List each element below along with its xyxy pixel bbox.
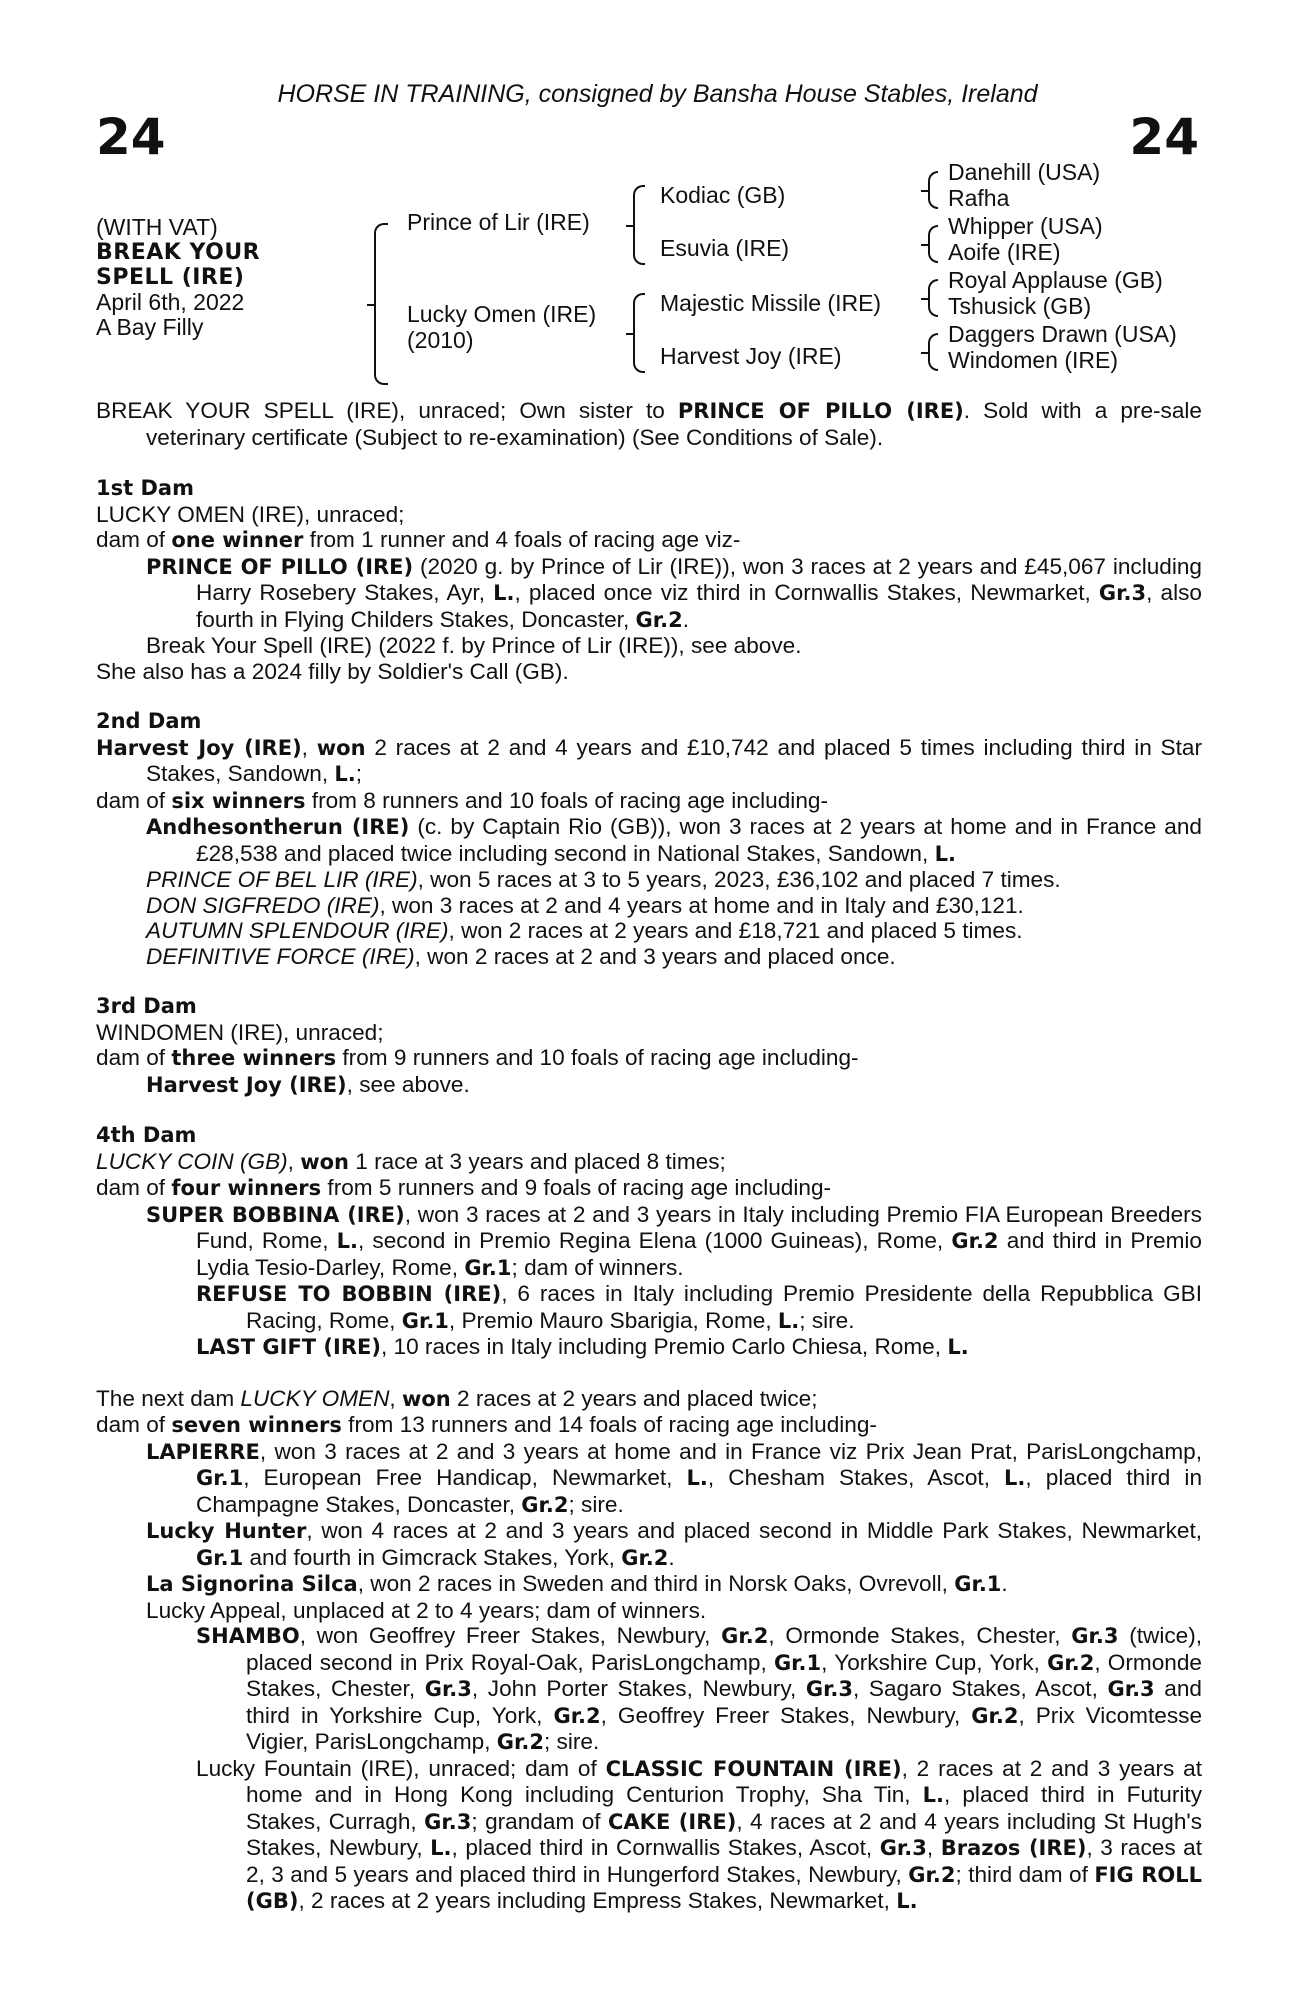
brace-dd	[928, 333, 938, 371]
text: , Prix Vicomtesse Vigier, ParisLongchamp,	[246, 1702, 1203, 1754]
grade: Gr.1	[196, 1466, 244, 1490]
text: dam of	[96, 1412, 172, 1437]
text: and fourth in Gimcrack Stakes, York,	[243, 1544, 622, 1570]
text: Lucky Fountain (IRE), unraced; dam of	[196, 1755, 606, 1781]
dd-sire: Daggers Drawn (USA)	[948, 321, 1177, 347]
text: , placed third in Cornwallis Stakes, Ascot,	[451, 1835, 880, 1860]
dam2-progeny-2	[96, 867, 1202, 893]
dam4-grandprogeny-2	[96, 1334, 1202, 1361]
dam3-line2	[96, 1045, 1202, 1072]
horse-name: LAPIERRE	[146, 1439, 260, 1464]
grade: L.	[896, 1889, 918, 1913]
text: ; dam of winners.	[511, 1254, 684, 1280]
horse-name: LAST GIFT (IRE)	[196, 1335, 381, 1359]
horse-name: PRINCE OF PILLO (IRE)	[146, 554, 414, 579]
dam3-progeny-1	[96, 1072, 1202, 1099]
section-1st-dam-heading: 1st Dam	[96, 476, 194, 500]
grade: Gr.3	[424, 1809, 472, 1834]
text: ;	[355, 761, 363, 786]
lot-number-left: 24	[96, 108, 166, 166]
grade: L.	[1004, 1466, 1026, 1490]
horse-name: DON SIGFREDO (IRE)	[146, 892, 380, 918]
lot-number-right: 24	[1129, 108, 1199, 166]
text: The next dam	[96, 1385, 241, 1411]
horse-name: REFUSE TO BOBBIN (IRE)	[196, 1282, 502, 1306]
text: .	[668, 1544, 675, 1570]
grade: Gr.3	[879, 1836, 927, 1860]
horse-name: PRINCE OF BEL LIR (IRE)	[146, 867, 418, 892]
date-of-birth: April 6th, 2022	[96, 289, 245, 315]
dam-year: (2010)	[407, 327, 474, 353]
intro-text-end: . Sold with a pre-sale veterinary certificate (Subject to re-examination) (See Conditions of Sale).	[146, 398, 1202, 450]
grade: L.	[430, 1836, 452, 1860]
grade: Gr.2	[908, 1862, 956, 1887]
text: , 2 races at 2 and 3 years at home and in Hong Kong including Centurion Trophy, Sha Tin,	[246, 1755, 1203, 1807]
dam2-progeny-3	[96, 893, 1202, 919]
text: ; grandam of	[471, 1808, 609, 1834]
text: (c. by Captain Rio (GB)), won 3 races at 2 years at home and in France and £28,538 and placed twice including second in National Stakes, Sandown,	[196, 814, 1202, 866]
text: from 9 runners and 10 foals of racing age including-	[336, 1045, 859, 1070]
grade: Gr.3	[424, 1677, 472, 1701]
text: , placed once viz third in Cornwallis Stakes, Newmarket,	[514, 580, 1099, 605]
text: , 4 races at 2 and 4 years including St Hugh's Stakes, Newbury,	[246, 1808, 1202, 1860]
text: , placed third in Futurity Stakes, Curragh,	[246, 1782, 1202, 1834]
grade: Gr.2	[621, 1545, 669, 1570]
next-grandprogeny-shambo	[96, 1623, 1202, 1756]
sd-dam: Aoife (IRE)	[948, 239, 1061, 265]
text: dam of	[96, 1045, 172, 1070]
text: ,	[287, 1148, 301, 1174]
text: .	[682, 606, 690, 632]
ss-dam: Rafha	[948, 185, 1010, 211]
grade: Gr.2	[721, 1624, 769, 1648]
text: , won 4 races at 2 and 3 years and placed second in Middle Park Stakes, Newmarket,	[306, 1518, 1203, 1543]
text: , Geoffrey Freer Stakes, Newbury,	[600, 1702, 972, 1728]
sire-dam: Esuvia (IRE)	[660, 235, 790, 261]
grade: Gr.3	[1098, 581, 1147, 605]
next-progeny-lucky-appeal: Lucky Appeal, unplaced at 2 to 4 years; dam of winners.	[146, 1597, 707, 1623]
winners-count: six winners	[171, 788, 306, 813]
ds-dam: Tshusick (GB)	[948, 293, 1092, 319]
text: , won Geoffrey Freer Stakes, Newbury,	[299, 1623, 722, 1648]
text: , Ormonde Stakes, Chester,	[768, 1623, 1072, 1648]
dam2-line1	[96, 735, 1202, 788]
text: , won 3 races at 2 and 4 years at home and in Italy and £30,121.	[379, 892, 1024, 918]
dam1-note: She also has a 2024 filly by Soldier's Call (GB).	[96, 658, 569, 684]
dam2-progeny-5	[96, 944, 1202, 970]
text: ; sire.	[568, 1491, 624, 1517]
text: dam of	[96, 787, 172, 813]
horse-name-line2: SPELL (IRE)	[96, 265, 245, 290]
text: , second in Premio Regina Elena (1000 Guineas), Rome,	[358, 1228, 952, 1253]
grade: Gr.3	[805, 1677, 854, 1701]
text: from 1 runner and 4 foals of racing age viz-	[303, 527, 741, 552]
text: , won 2 races at 2 and 3 years and placed once.	[414, 943, 896, 969]
text: and third in Premio Lydia Tesio-Darley, Rome,	[196, 1228, 1202, 1280]
text: ,	[389, 1385, 402, 1411]
winners-count: three winners	[171, 1046, 337, 1070]
grade: Gr.2	[521, 1492, 569, 1517]
pedigree-table	[96, 159, 1206, 390]
text: , won 2 races at 2 years and £18,721 and placed 5 times.	[448, 918, 1023, 943]
grade: L.	[334, 762, 356, 786]
brace-ds	[928, 279, 938, 317]
dam3-line1: WINDOMEN (IRE), unraced;	[96, 1019, 384, 1045]
text: from 13 runners and 14 foals of racing age including-	[341, 1412, 877, 1437]
sire: Prince of Lir (IRE)	[407, 209, 590, 235]
horse-name: CAKE (IRE)	[608, 1809, 737, 1834]
dam1-line2	[96, 527, 1202, 554]
horse-name: DEFINITIVE FORCE (IRE)	[146, 943, 415, 969]
won-label: won	[401, 1386, 451, 1411]
grade: Gr.2	[971, 1703, 1019, 1728]
horse-name: La Signorina Silca	[146, 1572, 358, 1596]
text: , Chesham Stakes, Ascot,	[707, 1465, 1005, 1490]
catalogue-text	[96, 398, 1202, 1915]
text: 2 races at 2 and 4 years and £10,742 and placed 5 times including third in Star Stakes, Sandown,	[146, 734, 1202, 786]
text: and third in Yorkshire Cup, York,	[246, 1676, 1202, 1728]
grade: L.	[947, 1335, 969, 1359]
sd-sire: Whipper (USA)	[948, 213, 1103, 239]
horse-name: LUCKY OMEN	[240, 1385, 390, 1411]
won-label: won	[300, 1149, 350, 1174]
horse-name: AUTUMN SPLENDOUR (IRE)	[146, 918, 449, 943]
next-dam-line2	[96, 1412, 1202, 1439]
horse-name-line1: BREAK YOUR	[96, 240, 261, 265]
horse-name: SHAMBO	[196, 1624, 300, 1648]
text: , 2 races at 2 years including Empress Stakes, Newmarket,	[298, 1888, 897, 1913]
sire-sire: Kodiac (GB)	[660, 182, 786, 208]
text: ,	[926, 1835, 941, 1860]
grade: Gr.2	[951, 1229, 999, 1253]
brace-ss	[928, 171, 938, 209]
text: , 3 races at 2, 3 and 5 years and placed third in Hungerford Stakes, Newbury,	[246, 1835, 1202, 1887]
horse-name: CLASSIC FOUNTAIN (IRE)	[605, 1756, 902, 1781]
text: (2020 g. by Prince of Lir (IRE)), won 3 races at 2 years and £45,067 including Harry Rosebery Stakes, Ayr,	[196, 553, 1203, 605]
horse-description: A Bay Filly	[96, 314, 204, 340]
ss-sire: Danehill (USA)	[948, 159, 1101, 185]
brace-sd	[928, 225, 938, 263]
grade: Gr.1	[954, 1572, 1002, 1596]
grade: L.	[686, 1466, 708, 1490]
text: ; third dam of	[955, 1861, 1095, 1887]
horse-name: FIG ROLL (GB)	[246, 1862, 1202, 1913]
text: (twice), placed second in Prix Royal-Oak, ParisLongchamp,	[246, 1623, 1203, 1675]
intro-text: BREAK YOUR SPELL (IRE), unraced; Own sister to	[96, 398, 678, 423]
horse-name: Harvest Joy (IRE)	[96, 735, 302, 760]
text: , see above.	[346, 1071, 470, 1097]
section-2nd-dam-heading: 2nd Dam	[96, 709, 202, 733]
grade: Gr.3	[1071, 1624, 1119, 1648]
grade: L.	[336, 1229, 358, 1253]
page-header: HORSE IN TRAINING, consigned by Bansha House Stables, Ireland	[277, 80, 1038, 108]
brace-dam	[633, 293, 645, 373]
dam: Lucky Omen (IRE)	[407, 301, 597, 327]
next-dam-line1	[96, 1386, 1202, 1413]
text: , Sagaro Stakes, Ascot,	[853, 1676, 1108, 1701]
horse-name: LUCKY COIN (GB)	[96, 1148, 288, 1174]
text: dam of	[96, 1175, 172, 1200]
dam-dam: Harvest Joy (IRE)	[660, 343, 842, 369]
spacer	[96, 1361, 1202, 1386]
grade: Gr.1	[773, 1650, 822, 1675]
intro-sibling: PRINCE OF PILLO (IRE)	[677, 399, 964, 423]
text: ; sire.	[543, 1729, 600, 1754]
grade: L.	[777, 1308, 800, 1333]
winners-count: one winner	[171, 528, 304, 552]
text: from 5 runners and 9 foals of racing age including-	[321, 1175, 832, 1200]
grade: Gr.1	[196, 1545, 244, 1570]
text: dam of	[96, 527, 172, 552]
dam1-line1: LUCKY OMEN (IRE), unraced;	[96, 501, 405, 527]
dam1-progeny-1	[96, 554, 1202, 634]
horse-name: Harvest Joy (IRE)	[146, 1072, 347, 1097]
dam2-progeny-1	[96, 814, 1202, 867]
dam2-progeny-4	[96, 918, 1202, 944]
text: , Premio Mauro Sbarigia, Rome,	[448, 1307, 778, 1333]
won-label: won	[316, 735, 366, 760]
dam4-progeny-1	[96, 1202, 1202, 1282]
brace-main	[374, 223, 388, 385]
text: , 6 races in Italy including Premio Presidente della Repubblica GBI Racing, Rome,	[246, 1281, 1203, 1333]
text: , European Free Handicap, Newmarket,	[243, 1465, 687, 1490]
grade: Gr.1	[464, 1255, 512, 1280]
text: , won 3 races at 2 and 3 years in Italy including Premio FIA European Breeders Fund, Rome,	[196, 1201, 1202, 1253]
grade: L.	[922, 1783, 945, 1807]
grade: Gr.3	[1107, 1677, 1155, 1701]
section-3rd-dam-heading: 3rd Dam	[96, 994, 197, 1018]
horse-name: Andhesontherun (IRE)	[146, 815, 410, 839]
text: , won 3 races at 2 and 3 years at home and in France viz Prix Jean Prat, ParisLongchamp,	[259, 1438, 1202, 1464]
grade: Gr.2	[635, 607, 683, 632]
text: 2 races at 2 years and placed twice;	[450, 1385, 818, 1411]
dam4-grandprogeny-1	[96, 1281, 1202, 1334]
winners-count: four winners	[171, 1176, 322, 1200]
text: , placed third in Champagne Stakes, Doncaster,	[196, 1465, 1203, 1517]
grade: L.	[493, 581, 515, 605]
text: from 8 runners and 10 foals of racing age including-	[305, 787, 828, 813]
intro-paragraph	[96, 398, 1202, 450]
grade: Gr.2	[1047, 1650, 1095, 1675]
horse-label	[96, 215, 260, 340]
text: ,	[301, 734, 317, 760]
dam1-progeny-2: Break Your Spell (IRE) (2022 f. by Prince of Lir (IRE)), see above.	[146, 633, 802, 658]
text: , 10 races in Italy including Premio Carlo Chiesa, Rome,	[380, 1334, 948, 1359]
text: 1 race at 3 years and placed 8 times;	[349, 1148, 726, 1174]
winners-count: seven winners	[171, 1413, 342, 1437]
horse-name: Brazos (IRE)	[940, 1836, 1087, 1860]
next-progeny-la-signorina-silca	[96, 1571, 1202, 1598]
text: , won 2 races in Sweden and third in Norsk Oaks, Ovrevoll,	[357, 1571, 955, 1596]
next-progeny-lucky-hunter	[96, 1518, 1202, 1571]
text: , Ormonde Stakes, Chester,	[246, 1649, 1202, 1701]
brace-sire	[633, 185, 645, 265]
text: , won 5 races at 3 to 5 years, 2023, £36,102 and placed 7 times.	[417, 867, 1061, 892]
horse-name: SUPER BOBBINA (IRE)	[146, 1202, 405, 1227]
horse-name: Lucky Hunter	[146, 1519, 307, 1543]
grade: Gr.2	[496, 1730, 544, 1754]
dam2-line2	[96, 788, 1202, 815]
dd-dam: Windomen (IRE)	[948, 347, 1118, 373]
grade: L.	[934, 841, 956, 866]
text: , Yorkshire Cup, York,	[821, 1649, 1048, 1675]
text: , John Porter Stakes, Newbury,	[471, 1676, 806, 1701]
dam4-line1	[96, 1149, 1202, 1176]
dam-sire: Majestic Missile (IRE)	[660, 290, 882, 316]
section-4th-dam-heading: 4th Dam	[96, 1123, 197, 1147]
next-progeny-lapierre	[96, 1439, 1202, 1519]
text: .	[1001, 1571, 1008, 1596]
grade: Gr.1	[401, 1308, 449, 1333]
text: ; sire.	[799, 1307, 855, 1333]
vat-note: (WITH VAT)	[96, 214, 218, 240]
next-grandprogeny-lucky-fountain	[96, 1756, 1202, 1915]
ds-sire: Royal Applause (GB)	[948, 267, 1163, 293]
text: , also fourth in Flying Childers Stakes, Doncaster,	[196, 580, 1202, 632]
grade: Gr.2	[553, 1703, 601, 1728]
dam4-line2	[96, 1175, 1202, 1202]
